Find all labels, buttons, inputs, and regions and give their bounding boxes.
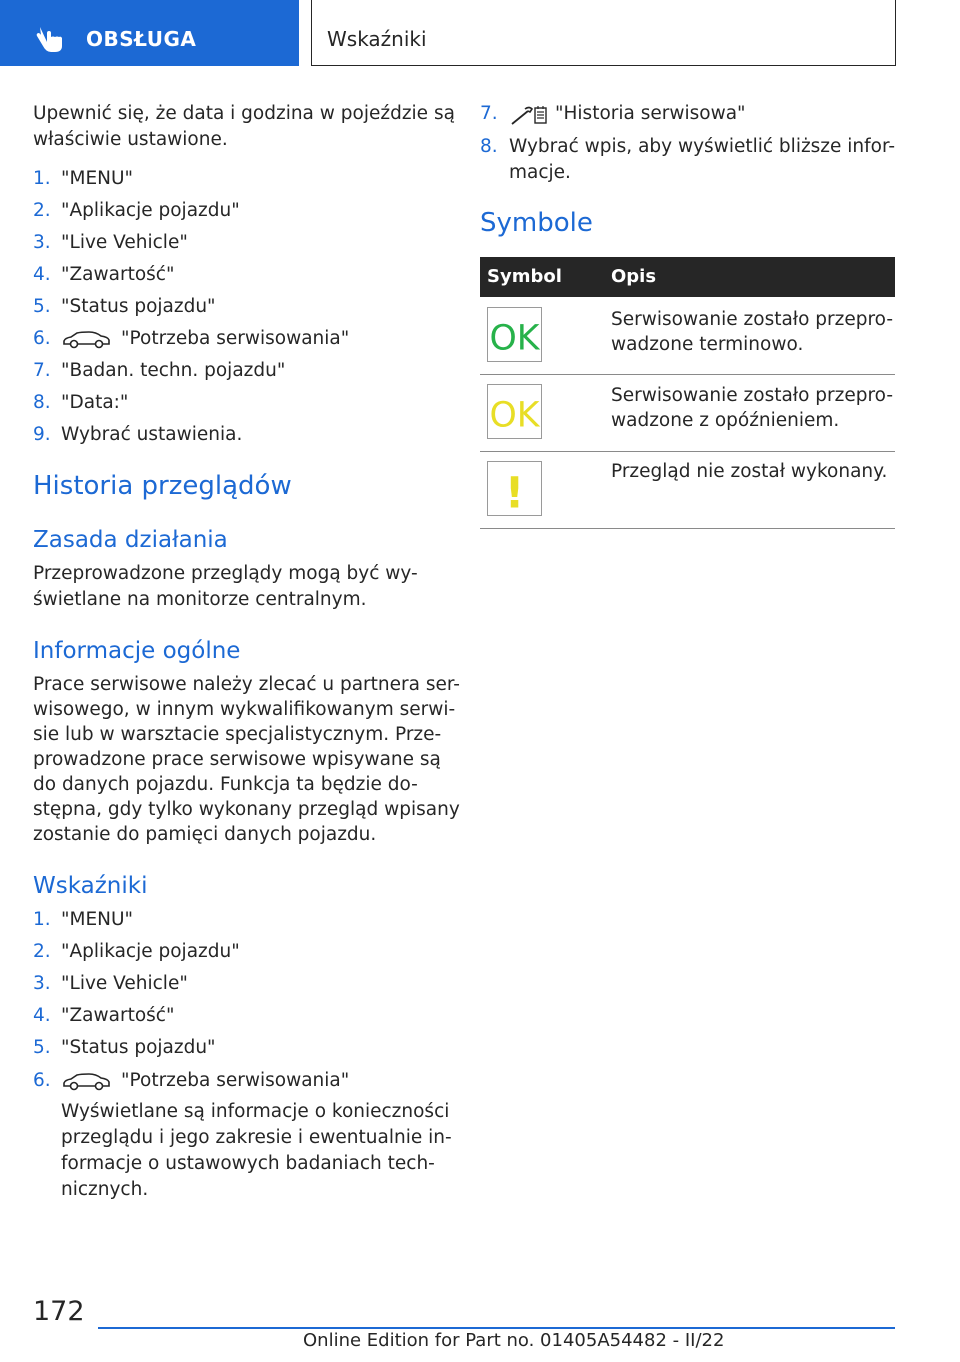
row-desc: wadzone terminowo. bbox=[611, 334, 804, 355]
exclamation-icon bbox=[488, 462, 541, 515]
step-number: 8. bbox=[480, 136, 498, 157]
page-title: Wskaźniki bbox=[327, 27, 427, 51]
general-line: sie lub w warsztacie specjalistycznym. Prze- bbox=[33, 724, 442, 745]
principle-line-1: Przeprowadzone przeglądy mogą być wy- bbox=[33, 563, 418, 584]
heading-principle: Zasada działania bbox=[33, 527, 228, 553]
step-number: 1. bbox=[33, 168, 51, 189]
step-text: Wybrać wpis, aby wyświetlić bliższe infor- bbox=[509, 136, 896, 157]
step-text: Wybrać ustawienia. bbox=[61, 424, 243, 445]
col-symbol: Symbol bbox=[487, 266, 562, 287]
intro-line-1: Upewnić się, że data i godzina w pojeździe są bbox=[33, 103, 455, 124]
step-text: "Live Vehicle" bbox=[61, 973, 188, 994]
heading-symbols: Symbole bbox=[480, 208, 593, 238]
ok-green-icon bbox=[488, 308, 541, 361]
step-note-line: formacje o ustawowych badaniach tech- bbox=[61, 1153, 435, 1174]
table-divider bbox=[480, 528, 895, 529]
ok-yellow-symbol bbox=[487, 384, 542, 439]
step-number: 3. bbox=[33, 232, 51, 253]
step-text: "Zawartość" bbox=[61, 264, 175, 285]
general-line: Prace serwisowe należy zlecać u partnera ser- bbox=[33, 674, 460, 695]
table-divider bbox=[480, 451, 895, 452]
step-number: 5. bbox=[33, 296, 51, 317]
heading-indicators: Wskaźniki bbox=[33, 873, 148, 899]
general-line: stępna, gdy tylko wykonany przegląd wpisany bbox=[33, 799, 460, 820]
step-number: 3. bbox=[33, 973, 51, 994]
step-number: 4. bbox=[33, 264, 51, 285]
page-number: 172 bbox=[33, 1296, 85, 1327]
step-note-line: nicznych. bbox=[61, 1179, 149, 1200]
row-desc: Przegląd nie został wykonany. bbox=[611, 461, 888, 482]
table-header bbox=[480, 257, 895, 297]
step-number: 6. bbox=[33, 1070, 51, 1091]
symbol-glyph: OK bbox=[489, 318, 540, 359]
row-desc: Serwisowanie zostało przepro- bbox=[611, 385, 893, 406]
symbol-glyph: ! bbox=[504, 468, 525, 515]
service-history-icon bbox=[510, 104, 548, 126]
step-text: "Potrzeba serwisowania" bbox=[121, 1070, 350, 1091]
table-divider bbox=[480, 374, 895, 375]
section-label: OBSŁUGA bbox=[86, 27, 197, 51]
step-text: "MENU" bbox=[61, 168, 134, 189]
step-text: "Aplikacje pojazdu" bbox=[61, 941, 240, 962]
general-line: do danych pojazdu. Funkcja ta będzie do- bbox=[33, 774, 418, 795]
step-text: "Potrzeba serwisowania" bbox=[121, 328, 350, 349]
step-number: 4. bbox=[33, 1005, 51, 1026]
step-text: "Historia serwisowa" bbox=[555, 103, 746, 124]
step-text: "Status pojazdu" bbox=[61, 296, 216, 317]
step-text-cont: macje. bbox=[509, 162, 571, 183]
step-note-line: Wyświetlane są informacje o konieczności bbox=[61, 1101, 450, 1122]
warning-yellow-symbol bbox=[487, 461, 542, 516]
step-number: 2. bbox=[33, 941, 51, 962]
ok-green-symbol bbox=[487, 307, 542, 362]
footer-rule bbox=[98, 1327, 895, 1329]
footer-edition: Online Edition for Part no. 01405A54482 - II/22 bbox=[303, 1330, 725, 1351]
step-text: "Badan. techn. pojazdu" bbox=[61, 360, 286, 381]
ok-yellow-icon bbox=[488, 385, 541, 438]
step-text: "Zawartość" bbox=[61, 1005, 175, 1026]
step-number: 6. bbox=[33, 328, 51, 349]
heading-history: Historia przeglądów bbox=[33, 471, 292, 501]
general-line: prowadzone prace serwisowe wpisywane są bbox=[33, 749, 441, 770]
car-service-icon bbox=[61, 331, 111, 349]
step-number: 1. bbox=[33, 909, 51, 930]
step-number: 7. bbox=[33, 360, 51, 381]
step-number: 7. bbox=[480, 103, 498, 124]
row-desc: wadzone z opóźnieniem. bbox=[611, 410, 840, 431]
step-number: 2. bbox=[33, 200, 51, 221]
step-number: 8. bbox=[33, 392, 51, 413]
step-number: 9. bbox=[33, 424, 51, 445]
col-desc: Opis bbox=[611, 266, 657, 287]
step-text: "Aplikacje pojazdu" bbox=[61, 200, 240, 221]
row-desc: Serwisowanie zostało przepro- bbox=[611, 309, 893, 330]
car-service-icon bbox=[61, 1073, 111, 1091]
step-text: "MENU" bbox=[61, 909, 134, 930]
principle-line-2: świetlane na monitorze centralnym. bbox=[33, 589, 367, 610]
heading-general: Informacje ogólne bbox=[33, 638, 241, 664]
intro-line-2: właściwie ustawione. bbox=[33, 129, 228, 150]
general-line: zostanie do pamięci danych pojazdu. bbox=[33, 824, 377, 845]
step-text: "Data:" bbox=[61, 392, 129, 413]
step-number: 5. bbox=[33, 1037, 51, 1058]
general-line: wisowego, w innym wykwalifikowanym serwi- bbox=[33, 699, 456, 720]
hand-pointer-icon bbox=[34, 24, 68, 54]
step-text: "Live Vehicle" bbox=[61, 232, 188, 253]
step-text: "Status pojazdu" bbox=[61, 1037, 216, 1058]
symbol-glyph: OK bbox=[489, 395, 540, 436]
step-note-line: przeglądu i jego zakresie i ewentualnie in- bbox=[61, 1127, 452, 1148]
section-tab bbox=[0, 0, 299, 66]
